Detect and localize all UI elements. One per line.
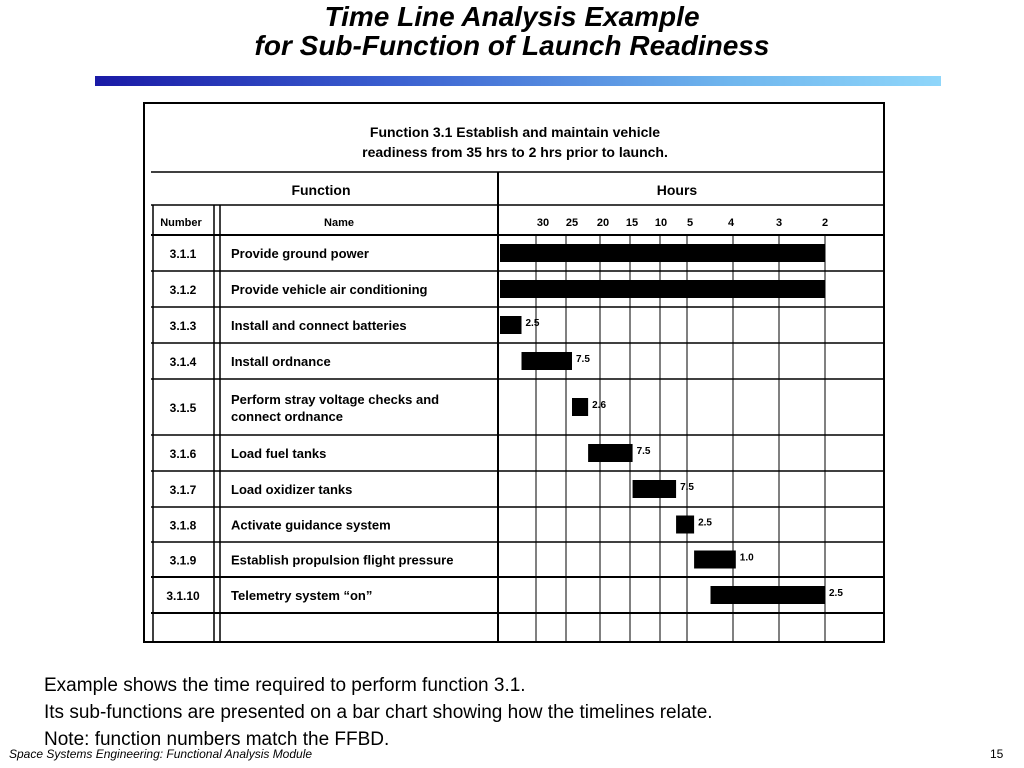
row-number-3.1.3: 3.1.3 <box>169 319 197 333</box>
bar-3.1.2 <box>500 280 825 298</box>
bar-3.1.4 <box>522 352 573 370</box>
row-name-3.1.5-line-2: connect ordnance <box>231 409 343 424</box>
chart-title-line-2: readiness from 35 hrs to 2 hrs prior to launch. <box>362 144 668 160</box>
bar-3.1.7 <box>633 480 677 498</box>
bar-label-3.1.9: 1.0 <box>739 552 754 564</box>
timeline-chart <box>141 101 886 644</box>
header-hours: Hours <box>656 182 698 198</box>
caption-line-2: Its sub-functions are presented on a bar chart showing how the timelines relate. <box>44 702 713 723</box>
title-gradient-rule <box>95 76 941 86</box>
row-number-3.1.10: 3.1.10 <box>166 589 200 603</box>
bar-label-3.1.3: 2.5 <box>525 318 540 329</box>
bar-label-3.1.10: 2.5 <box>829 588 843 599</box>
row-number-3.1.1: 3.1.1 <box>169 247 197 261</box>
row-name-3.1.2: Provide vehicle air conditioning <box>231 282 428 297</box>
row-number-3.1.5: 3.1.5 <box>169 401 197 415</box>
row-name-3.1.6: Load fuel tanks <box>231 446 327 461</box>
timeline-chart-svg <box>141 101 886 644</box>
hour-tick-4: 4 <box>727 217 735 229</box>
header-function: Function <box>291 182 351 198</box>
bar-3.1.3 <box>500 316 522 334</box>
slide-title-line-2: for Sub-Function of Launch Readiness <box>254 30 770 61</box>
hour-tick-2: 2 <box>821 217 829 229</box>
row-name-3.1.8: Activate guidance system <box>231 517 391 533</box>
caption <box>44 672 713 753</box>
hour-tick-10: 10 <box>654 217 668 229</box>
row-name-3.1.1: Provide ground power <box>231 246 369 261</box>
row-number-3.1.8: 3.1.8 <box>169 518 197 533</box>
row-name-3.1.10: Telemetry system “on” <box>231 588 373 603</box>
row-name-3.1.5-line-1: Perform stray voltage checks and <box>231 392 440 407</box>
row-number-3.1.7: 3.1.7 <box>169 483 197 497</box>
bar-label-3.1.6: 7.5 <box>636 446 651 457</box>
bar-3.1.8 <box>676 516 694 534</box>
caption-line-1: Example shows the time required to perform function 3.1. <box>44 675 526 696</box>
row-number-3.1.6: 3.1.6 <box>169 447 197 461</box>
caption-line-3: Note: function numbers match the FFBD. <box>44 729 390 750</box>
row-number-3.1.9: 3.1.9 <box>169 553 197 568</box>
bar-3.1.9 <box>694 551 736 569</box>
bar-3.1.1 <box>500 244 825 262</box>
hour-tick-25: 25 <box>565 217 579 229</box>
slide-title-line-1: Time Line Analysis Example <box>324 1 700 32</box>
chart-title-line-1: Function 3.1 Establish and maintain vehicle <box>369 124 661 140</box>
row-name-3.1.4: Install ordnance <box>231 354 331 369</box>
bar-label-3.1.8: 2.5 <box>698 517 713 529</box>
bar-3.1.6 <box>588 444 632 462</box>
footer-course-name: Space Systems Engineering: Functional Analysis Module <box>9 747 313 761</box>
row-name-3.1.9: Establish propulsion flight pressure <box>231 552 454 568</box>
row-name-3.1.3: Install and connect batteries <box>231 318 407 333</box>
bar-label-3.1.7: 7.5 <box>680 482 694 493</box>
row-number-3.1.2: 3.1.2 <box>169 283 197 297</box>
header-name: Name <box>324 217 354 229</box>
row-name-3.1.7: Load oxidizer tanks <box>231 482 353 497</box>
hour-tick-15: 15 <box>625 217 639 229</box>
slide-title <box>0 2 1024 60</box>
bar-3.1.10 <box>711 586 826 604</box>
header-number: Number <box>160 217 202 229</box>
row-number-3.1.4: 3.1.4 <box>169 355 197 369</box>
page-number: 15 <box>990 747 1004 761</box>
hour-tick-3: 3 <box>775 217 783 229</box>
bar-label-3.1.5: 2.6 <box>592 400 607 411</box>
bar-label-3.1.4: 7.5 <box>576 354 590 365</box>
hour-tick-20: 20 <box>596 217 610 229</box>
hour-tick-5: 5 <box>686 217 694 229</box>
bar-3.1.5 <box>572 398 588 416</box>
hour-tick-30: 30 <box>536 217 550 229</box>
